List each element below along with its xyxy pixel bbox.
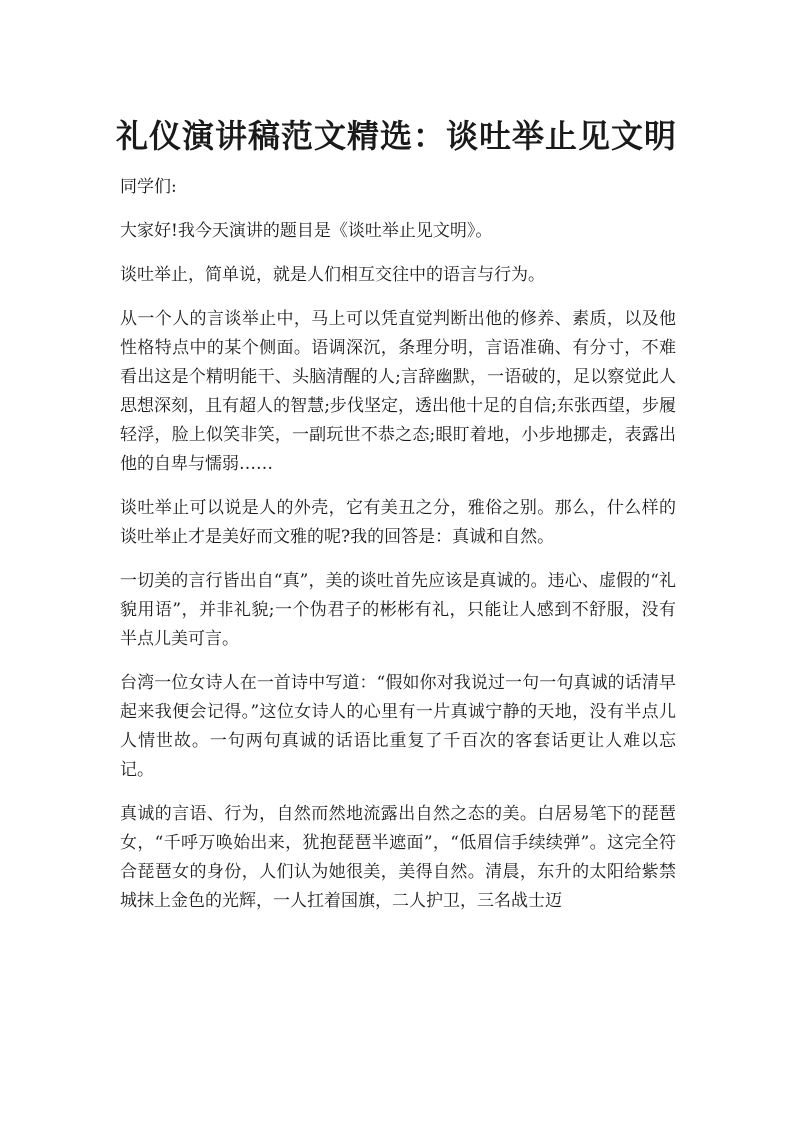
paragraph-sincerity: 一切美的言行皆出自“真”，美的谈吐首先应该是真诚的。违心、虚假的“礼貌用语”，并非礼貌;一个伪君子的彬彬有礼，只能让人感到不舒服，没有半点儿美可言。 [120, 571, 676, 649]
paragraph-greeting: 同学们: [120, 177, 177, 197]
paragraph-judgement: 从一个人的言谈举止中，马上可以凭直觉判断出他的修养、素质，以及他性格特点中的某个侧面。语调深沉，条理分明，言语准确、有分寸，不难看出这是个精明能干、头脑清醒的人;言辞幽默，一语破的，足以察觉此人思想深刻，且有超人的智慧;步伐坚定，透出他十足的自信;东张西望，步履轻浮，脸上似笑非笑，一副玩世不恭之态;眼盯着地，小步地挪走，表露出他的自卑与懦弱…… [120, 309, 676, 474]
paragraph-naturalness: 真诚的言语、行为，自然而然地流露出自然之态的美。白居易笔下的琵琶女，“千呼万唤始出来，犹抱琵琶半遮面”，“低眉信手续续弹”。这完全符合琵琶女的身份，人们认为她很美，美得自然。清晨，东升的太阳给紫禁城抹上金色的光辉，一人扛着国旗，二人护卫，三名战士迈 [120, 804, 676, 911]
document-title: 礼仪演讲稿范文精选：谈吐举止见文明 [115, 117, 677, 156]
paragraph-question: 谈吐举止可以说是人的外壳，它有美丑之分，雅俗之别。那么，什么样的谈吐举止才是美好而文雅的呢?我的回答是：真诚和自然。 [120, 498, 676, 547]
paragraph-poet: 台湾一位女诗人在一首诗中写道：“假如你对我说过一句一句真诚的话清早起来我便会记得。”这位女诗人的心里有一片真诚宁静的天地，没有半点儿人情世故。一句两句真诚的话语比重复了千百次的客套话更让人难以忘记。 [120, 673, 676, 780]
paragraph-definition: 谈吐举止，简单说，就是人们相互交往中的语言与行为。 [120, 265, 545, 285]
paragraph-opening: 大家好!我今天演讲的题目是《谈吐举止见文明》。 [120, 221, 493, 241]
document-body [120, 173, 676, 931]
